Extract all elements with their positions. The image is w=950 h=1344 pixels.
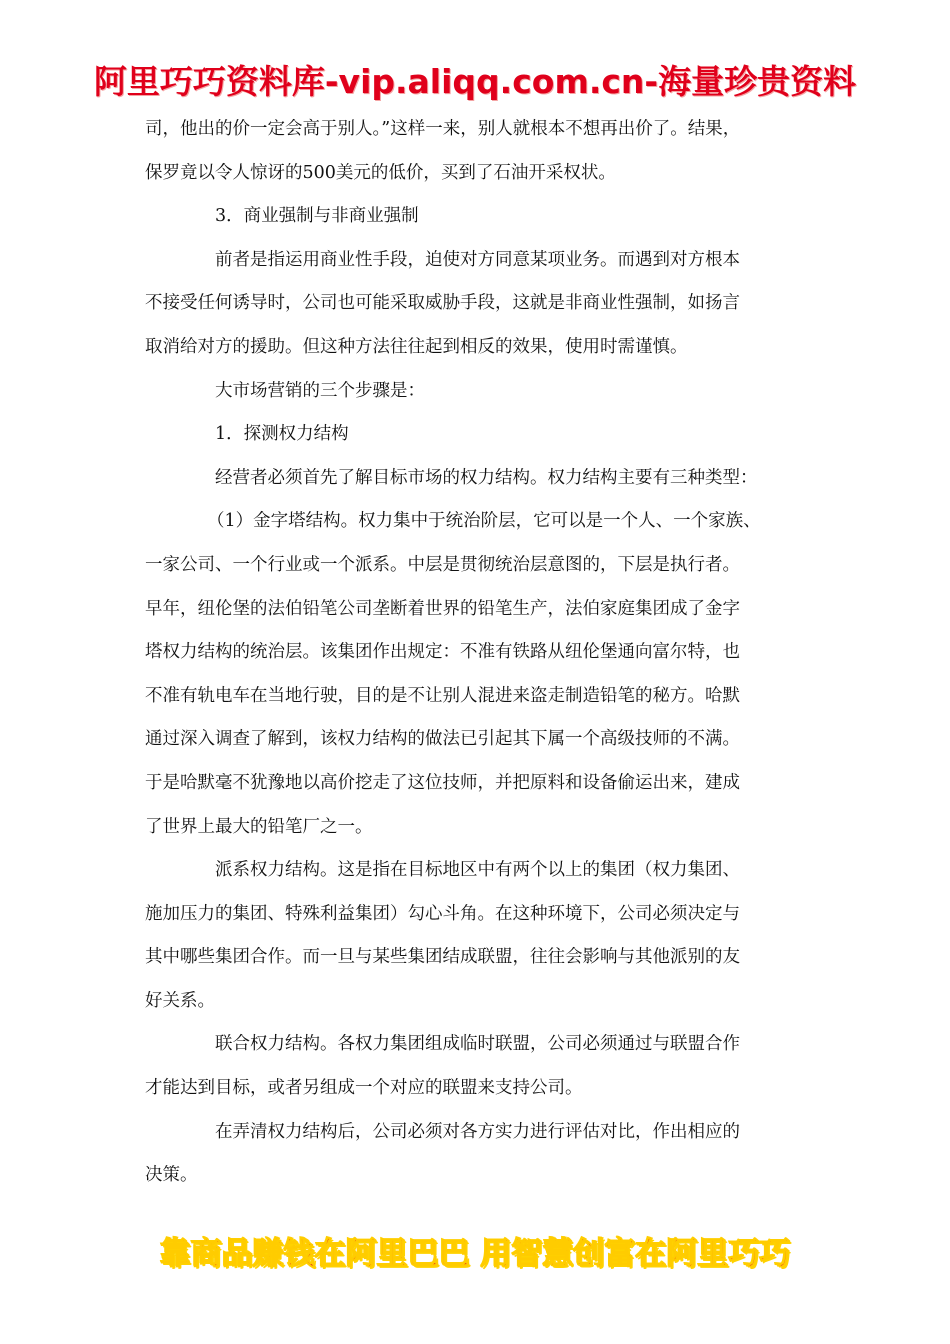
text-line: 好关系。: [145, 990, 215, 1011]
text-line: 塔权力结构的统治层。该集团作出规定：不准有铁路从纽伦堡通向富尔特，也: [145, 642, 740, 663]
text-line: 联合权力结构。各权力集团组成临时联盟，公司必须通过与联盟合作: [215, 1034, 740, 1055]
text-line: 保罗竟以令人惊讶的500美元的低价，买到了石油开采权状。: [145, 162, 616, 183]
text-line: 不准有轨电车在当地行驶，目的是不让别人混进来盗走制造铅笔的秘方。哈默: [145, 685, 740, 706]
header-banner: 阿里巧巧资料库-vip.aliqq.com.cn-海量珍贵资料: [93, 62, 857, 101]
text-line: 于是哈默毫不犹豫地以高价挖走了这位技师，并把原料和设备偷运出来，建成: [145, 772, 740, 793]
section-heading: 1．探测权力结构: [215, 424, 349, 445]
text-line: 其中哪些集团合作。而一旦与某些集团结成联盟，往往会影响与其他派别的友: [145, 947, 740, 968]
text-line: 前者是指运用商业性手段，迫使对方同意某项业务。而遇到对方根本: [215, 249, 740, 270]
text-line: 取消给对方的援助。但这种方法往往起到相反的效果，使用时需谨慎。: [145, 336, 688, 357]
text-line: 不接受任何诱导时，公司也可能采取威胁手段，这就是非商业性强制，如扬言: [145, 293, 740, 314]
footer-banner: 靠商品赚钱在阿里巴巴 用智慧创富在阿里巧巧: [159, 1236, 791, 1272]
section-heading: 3．商业强制与非商业强制: [215, 206, 419, 227]
document-body: [145, 108, 810, 1198]
text-line: 才能达到目标，或者另组成一个对应的联盟来支持公司。: [145, 1078, 583, 1099]
text-line: （1）金字塔结构。权力集中于统治阶层，它可以是一个人、一个家族、: [207, 511, 761, 532]
text-line: 在弄清权力结构后，公司必须对各方实力进行评估对比，作出相应的: [215, 1121, 740, 1142]
text-line: 决策。: [145, 1165, 198, 1186]
text-line: 经营者必须首先了解目标市场的权力结构。权力结构主要有三种类型：: [215, 467, 758, 488]
text-line: 了世界上最大的铅笔厂之一。: [145, 816, 373, 837]
text-line: 司，他出的价一定会高于别人。”这样一来，别人就根本不想再出价了。结果，: [145, 119, 741, 139]
text-line: 通过深入调查了解到，该权力结构的做法已引起其下属一个高级技师的不满。: [145, 729, 740, 750]
text-line: 早年，纽伦堡的法伯铅笔公司垄断着世界的铅笔生产，法伯家庭集团成了金字: [145, 598, 740, 619]
text-line: 一家公司、一个行业或一个派系。中层是贯彻统治层意图的，下层是执行者。: [145, 554, 740, 575]
text-line: 大市场营销的三个步骤是：: [215, 380, 425, 401]
text-line: 施加压力的集团、特殊利益集团）勾心斗角。在这种环境下，公司必须决定与: [145, 903, 740, 924]
text-line: 派系权力结构。这是指在目标地区中有两个以上的集团（权力集团、: [215, 860, 740, 881]
